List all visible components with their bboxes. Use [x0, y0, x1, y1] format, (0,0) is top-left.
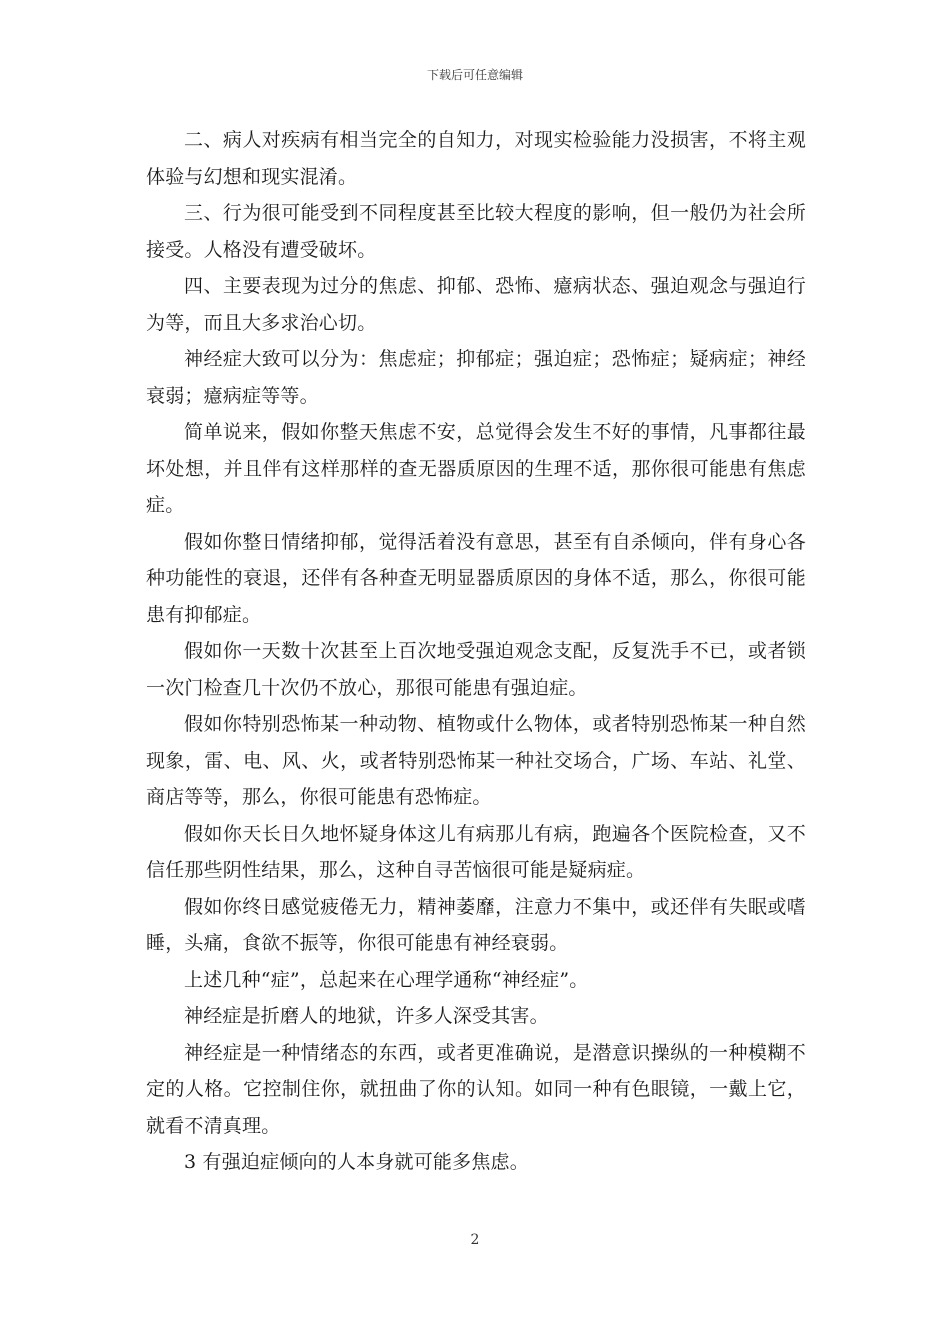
paragraph: 假如你整日情绪抑郁，觉得活着没有意思，甚至有自杀倾向，伴有身心各种功能性的衰退，还伴有各种查无明显器质原因的身体不适，那么，你很可能患有抑郁症。: [146, 530, 806, 626]
paragraph: 假如你终日感觉疲倦无力，精神萎靡，注意力不集中，或还伴有失眠或嗜睡，头痛，食欲不振等，你很可能患有神经衰弱。: [146, 895, 806, 954]
paragraph: 二、病人对疾病有相当完全的自知力，对现实检验能力没损害，不将主观体验与幻想和现实混淆。: [146, 129, 806, 188]
document-body: [146, 122, 806, 1181]
paragraph: 假如你一天数十次甚至上百次地受强迫观念支配，反复洗手不已，或者锁一次门检查几十次仍不放心，那很可能患有强迫症。: [146, 640, 806, 699]
paragraph: 三、行为很可能受到不同程度甚至比较大程度的影响，但一般仍为社会所接受。人格没有遭受破坏。: [146, 202, 806, 261]
paragraph: 神经症是折磨人的地狱，许多人深受其害。: [184, 1005, 549, 1027]
paragraph: 简单说来，假如你整天焦虑不安，总觉得会发生不好的事情，凡事都往最坏处想，并且伴有这样那样的查无器质原因的生理不适，那你很可能患有焦虑症。: [146, 421, 806, 516]
paragraph: 神经症是一种情绪态的东西，或者更准确说，是潜意识操纵的一种模糊不定的人格。它控制住你，就扭曲了你的认知。如同一种有色眼镜，一戴上它，就看不清真理。: [146, 1041, 806, 1137]
paragraph: 上述几种“症”，总起来在心理学通称“神经症”。: [184, 968, 589, 991]
page-number: 2: [470, 1232, 480, 1248]
page-header: 下载后可任意编辑: [426, 68, 523, 82]
paragraph: 3 有强迫症倾向的人本身就可能多焦虑。: [184, 1151, 529, 1173]
paragraph: 神经症大致可以分为：焦虑症；抑郁症；强迫症；恐怖症；疑病症；神经衰弱；癔病症等等。: [146, 348, 806, 407]
paragraph: 假如你天长日久地怀疑身体这儿有病那儿有病，跑遍各个医院检查，又不信任那些阴性结果，那么，这种自寻苦恼很可能是疑病症。: [146, 822, 806, 881]
paragraph: 四、主要表现为过分的焦虑、抑郁、恐怖、癔病状态、强迫观念与强迫行为等，而且大多求治心切。: [146, 275, 806, 334]
paragraph: 假如你特别恐怖某一种动物、植物或什么物体，或者特别恐怖某一种自然现象，雷、电、风、火，或者特别恐怖某一种社交场合，广场、车站、礼堂、商店等等，那么，你很可能患有恐怖症。: [146, 713, 806, 808]
